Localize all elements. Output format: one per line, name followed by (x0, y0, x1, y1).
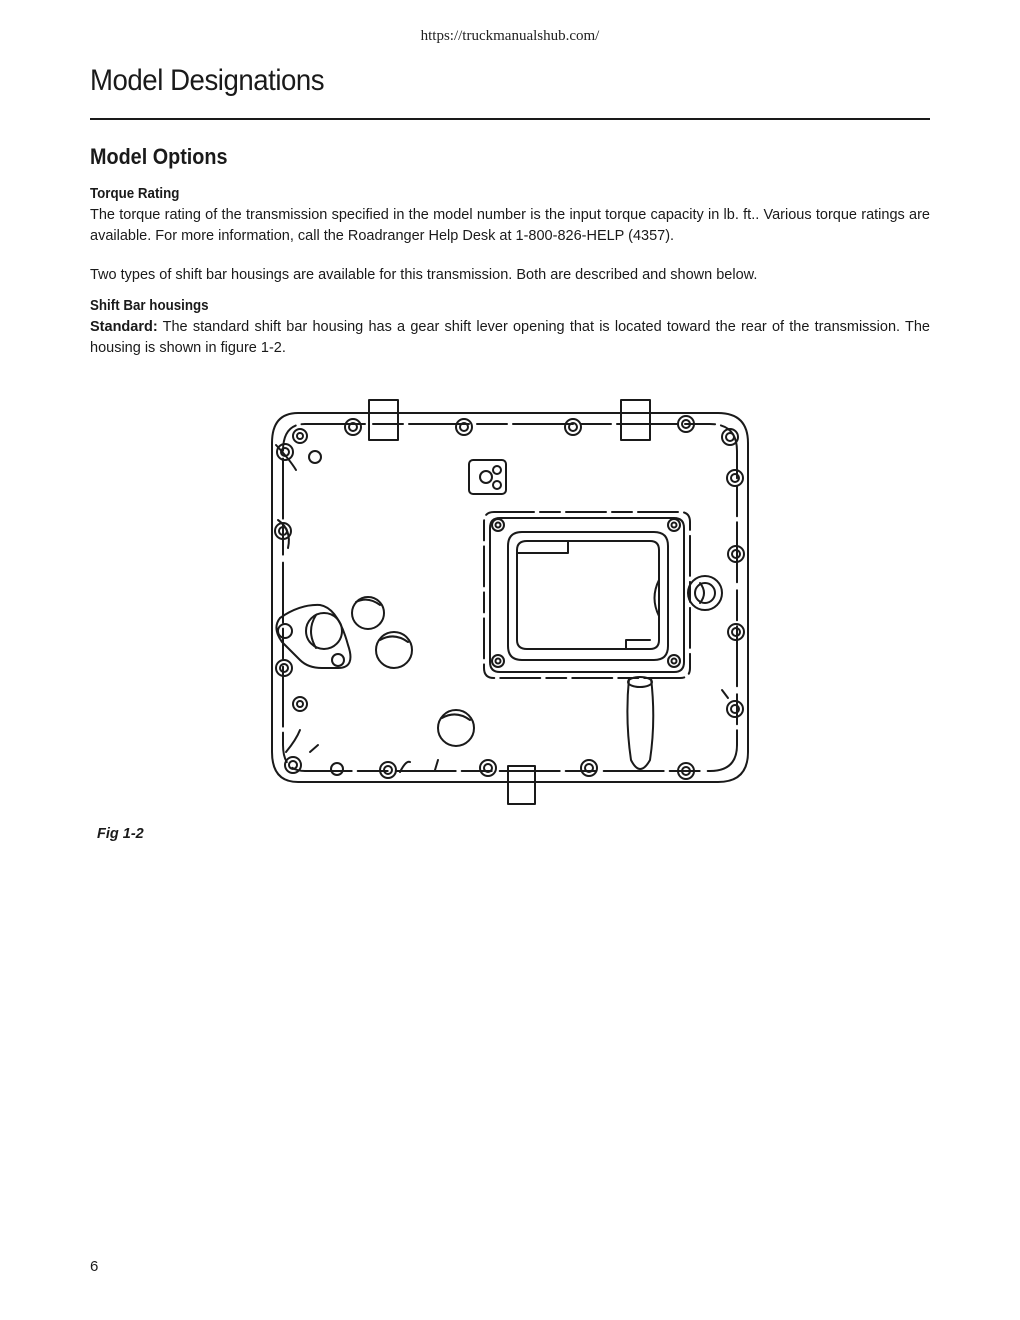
bolt-heads (275, 416, 744, 779)
shift-bar-heading: Shift Bar housings (90, 298, 209, 314)
source-url: https://truckmanualshub.com/ (420, 28, 600, 44)
section-title: Model Options (90, 144, 228, 169)
standard-label: Standard: (90, 319, 158, 335)
figure-caption: Fig 1-2 (97, 826, 144, 842)
torque-rating-text: The torque rating of the transmission specified in the model number is the input torque capacity in lb. ft.. Various torque ratings are available. For more information, call the Roadranger Help Desk at 1-800-826-HELP (4357). (90, 207, 930, 244)
page-number: 6 (90, 1258, 99, 1275)
standard-body: The standard shift bar housing has a gear shift lever opening that is located toward the rear of the transmission. The housing is shown in figure 1-2. (90, 319, 930, 356)
torque-rating-heading: Torque Rating (90, 186, 180, 202)
page-title: Model Designations (90, 64, 325, 97)
standard-housing-text (90, 317, 930, 359)
shift-bar-housing-figure (258, 390, 762, 810)
housing-intro-text: Two types of shift bar housings are available for this transmission. Both are described and shown below. (90, 267, 758, 283)
title-divider (90, 118, 930, 120)
